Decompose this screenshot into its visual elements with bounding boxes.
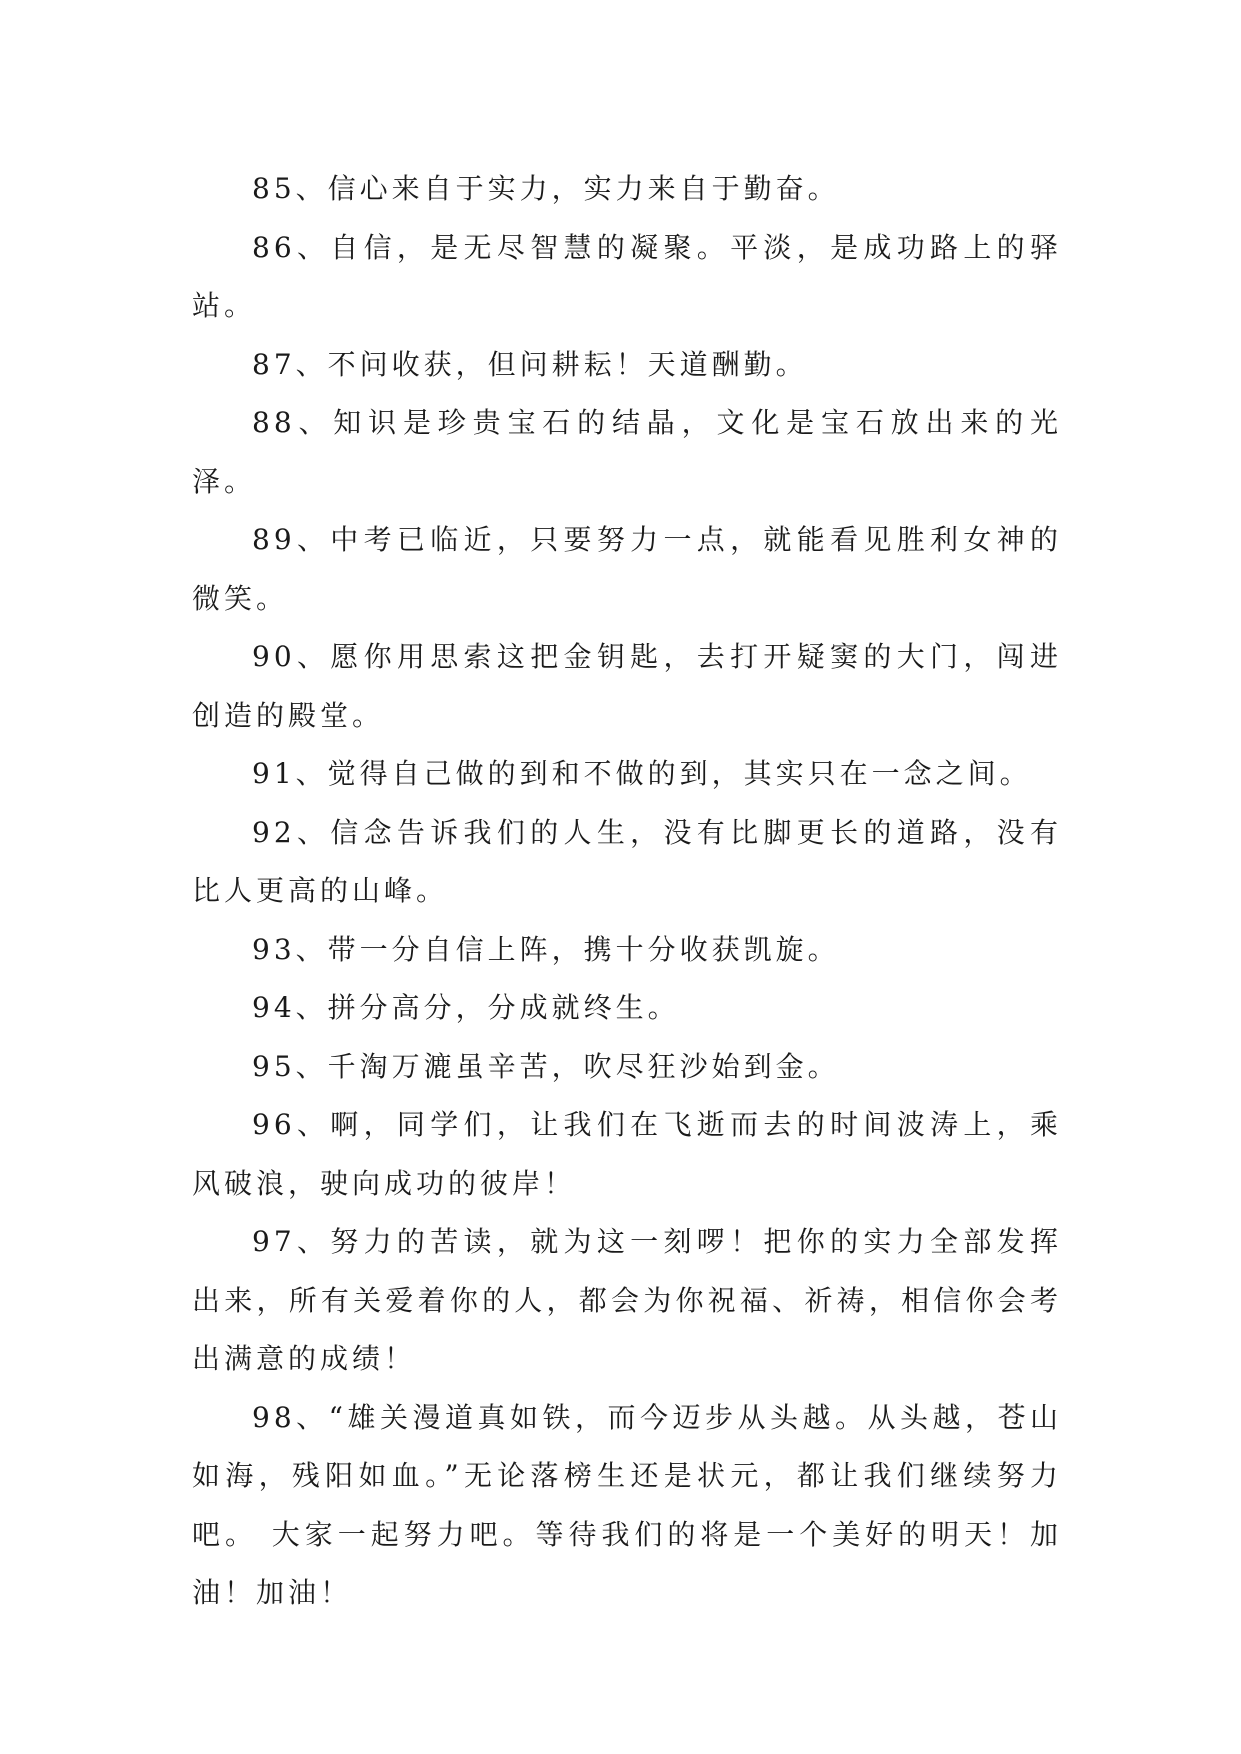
- quote-91: 91、觉得自己做的到和不做的到，其实只在一念之间。: [252, 757, 1032, 790]
- quote-98: 98、“雄关漫道真如铁，而今迈步从头越。从头越，苍山如海，残阳如血。”无论落榜生还是状元，都让我们继续努力吧。 大家一起努力吧。等待我们的将是一个美好的明天！加油！加油！: [192, 1400, 1062, 1609]
- quote-95: 95、千淘万漉虽辛苦，吹尽狂沙始到金。: [252, 1049, 840, 1083]
- quote-86: 86、自信，是无尽智慧的凝聚。平淡，是成功路上的驿站。: [192, 230, 1062, 322]
- quote-85: 85、信心来自于实力，实力来自于勤奋。: [252, 172, 840, 205]
- document-body: [192, 160, 1062, 1623]
- quote-96: 96、啊，同学们，让我们在飞逝而去的时间波涛上，乘风破浪，驶向成功的彼岸！: [192, 1108, 1062, 1200]
- quote-89: 89、中考已临近，只要努力一点，就能看见胜利女神的微笑。: [192, 523, 1062, 615]
- quote-94: 94、拼分高分，分成就终生。: [252, 991, 680, 1024]
- quote-93: 93、带一分自信上阵，携十分收获凯旋。: [252, 932, 840, 966]
- quote-87: 87、不问收获，但问耕耘！天道酬勤。: [252, 347, 808, 381]
- quote-92: 92、信念告诉我们的人生，没有比脚更长的道路，没有比人更高的山峰。: [192, 815, 1062, 907]
- quote-97: 97、努力的苦读，就为这一刻啰！把你的实力全部发挥出来，所有关爱着你的人，都会为你祝福、祈祷，相信你会考出满意的成绩！: [192, 1225, 1062, 1375]
- quote-90: 90、愿你用思索这把金钥匙，去打开疑窦的大门，闯进创造的殿堂。: [192, 640, 1062, 732]
- quote-88: 88、知识是珍贵宝石的结晶，文化是宝石放出来的光泽。: [192, 406, 1062, 498]
